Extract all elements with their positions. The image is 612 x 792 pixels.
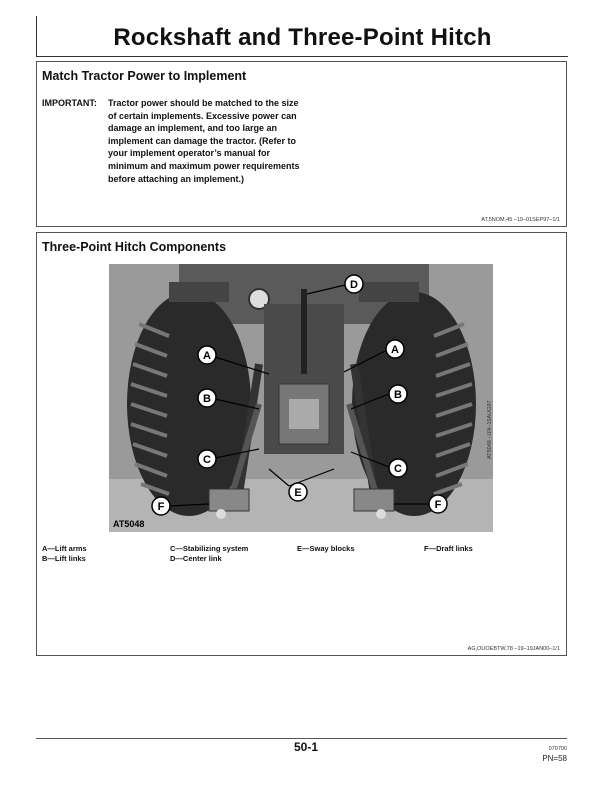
callout-f-left: F [157,501,165,513]
tractor-hitch-photo [109,264,493,532]
legend-column [42,544,87,563]
page-title: Rockshaft and Three-Point Hitch [113,24,492,51]
legend-item: F—Draft links [424,544,473,553]
page-number: 50-1 [293,740,319,754]
legend-column [170,544,248,563]
important-label: IMPORTANT: [42,98,97,108]
callout-c-right: C [394,463,402,475]
legend-item: C—Stabilizing system [170,544,249,553]
footer-divider [36,738,567,739]
footer-pn: PN=58 [542,754,567,763]
legend-item: D—Center link [170,553,222,563]
title-box [36,16,568,57]
section-hitch-components [36,232,567,656]
legend-item: E—Sway blocks [297,544,355,553]
callout-f-right: F [434,499,442,511]
photo-side-id: AT5048 –UN–15AUG97 [487,400,493,459]
callout-b-right: B [394,389,402,401]
callout-a-right: A [391,344,399,356]
reference-code: AG,OUOEBTW,78 –19–19JAN00–1/1 [467,646,560,652]
legend-item: B—Lift links [42,553,86,563]
important-text: Tractor power should be matched to the size of certain implements. Excessive power can damage an implement, and too large an implement can damage the tractor. (Refer to your implement operator’s manual for minimum and maximum power requirements before attaching an implement.) [108,98,300,184]
legend-column [424,544,473,554]
section-heading: Three-Point Hitch Components [42,240,227,254]
callout-b-left: B [203,393,211,405]
footer-code: 070700 [548,746,567,752]
photo-label: AT5048 [113,519,145,529]
legend-column [297,544,355,554]
callout-e: E [294,487,302,499]
section-heading: Match Tractor Power to Implement [42,69,247,83]
reference-code: AT,5NOM,45 –19–01SEP97–1/1 [481,217,560,223]
callout-d: D [350,279,358,291]
legend-item: A—Lift arms [42,544,87,553]
callout-c-left: C [203,454,211,466]
section-power-matching [36,61,567,227]
callout-a-left: A [203,350,211,362]
